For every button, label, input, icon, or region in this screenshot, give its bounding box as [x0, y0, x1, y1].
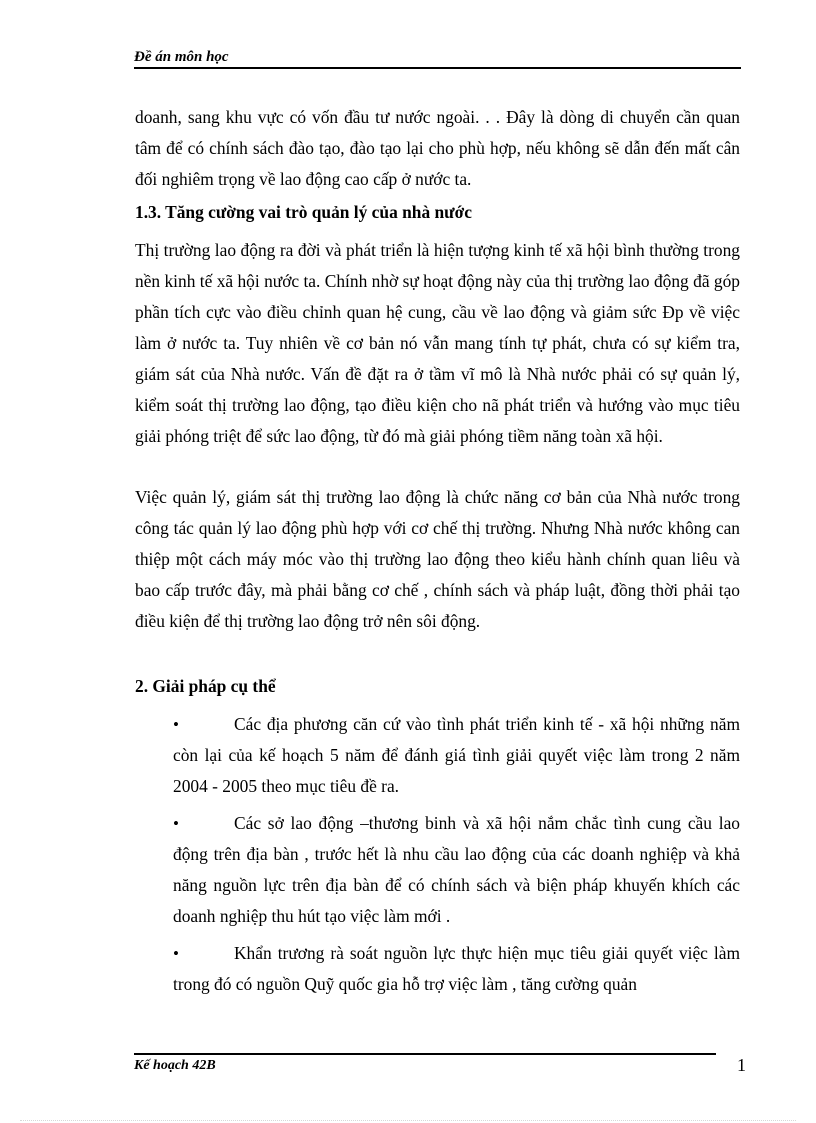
bullet-dot-icon: •: [173, 715, 179, 734]
bullet-dot-icon: •: [173, 814, 179, 833]
paragraph-intro: doanh, sang khu vực có vốn đầu tư nước ngoài. . . Đây là dòng di chuyển cần quan tâm để có chính sách đào tạo, đào tạo lại cho phù hợp, nếu không sẽ dẫn đến mất cân đối nghiêm trọng về lao động cao cấp ở nước ta.: [135, 107, 740, 189]
footer-title: Kế hoạch 42B: [134, 1058, 216, 1073]
paragraph-market-role: Thị trường lao động ra đời và phát triển là hiện tượng kinh tế xã hội bình thường trong nền kinh tế xã hội nước ta. Chính nhờ sự hoạt động này của thị trường lao động đã góp phần tích cực vào điều chỉnh quan hệ cung, cầu về lao động và giảm sức Đp về việc làm ở nước ta. Tuy nhiên về cơ bản nó vẫn mang tính tự phát, chưa có sự kiểm tra, giám sát của Nhà nước. Vấn đề đặt ra ở tầm vĩ mô là Nhà nước phải có sự quản lý, kiểm soát thị trường lao động, tạo điều kiện cho nã phát triển và hướng vào mục tiêu giải phóng triệt để sức lao động, từ đó mà giải phóng tiềm năng toàn xã hội.: [135, 240, 740, 446]
bullet-text: Các sở lao động –thương binh và xã hội nắm chắc tình cung cầu lao động trên địa bàn , trước hết là nhu cầu lao động của các doanh nghiệp và khả năng nguồn lực trên địa bàn để có chính sách và biện pháp khuyến khích các doanh nghiệp thu hút tạo việc làm mới .: [173, 813, 740, 926]
page-number: 1: [737, 1055, 746, 1075]
section-heading-1-3: 1.3. Tăng cường vai trò quản lý của nhà nước: [135, 202, 472, 222]
page-header-title: Đề án môn học: [134, 49, 229, 65]
header-rule: [134, 67, 741, 69]
bullet-item: [173, 808, 740, 932]
bullet-item: [173, 938, 740, 1000]
section-heading-2: 2. Giải pháp cụ thể: [135, 676, 276, 696]
bullet-text: Các địa phương căn cứ vào tình phát triển kinh tế - xã hội những năm còn lại của kế hoạch 5 năm để đánh giá tình giải quyết việc làm trong 2 năm 2004 - 2005 theo mục tiêu đề ra.: [173, 714, 740, 796]
page-edge-divider: [20, 1120, 796, 1121]
paragraph-state-management: Việc quản lý, giám sát thị trường lao động là chức năng cơ bản của Nhà nước trong công tác quản lý lao động phù hợp với cơ chế thị trường. Nhưng Nhà nước không can thiệp một cách máy móc vào thị trường lao động theo kiểu hành chính quan liêu và bao cấp trước đây, mà phải bằng cơ chế , chính sách và pháp luật, đồng thời phải tạo điều kiện để thị trường lao động trở nên sôi động.: [135, 487, 740, 631]
footer-rule: [134, 1053, 716, 1055]
bullet-dot-icon: •: [173, 944, 179, 963]
bullet-text: Khẩn trương rà soát nguồn lực thực hiện mục tiêu giải quyết việc làm trong đó có nguồn Quỹ quốc gia hỗ trợ việc làm , tăng cường quản: [173, 943, 740, 994]
bullet-item: [173, 709, 740, 802]
